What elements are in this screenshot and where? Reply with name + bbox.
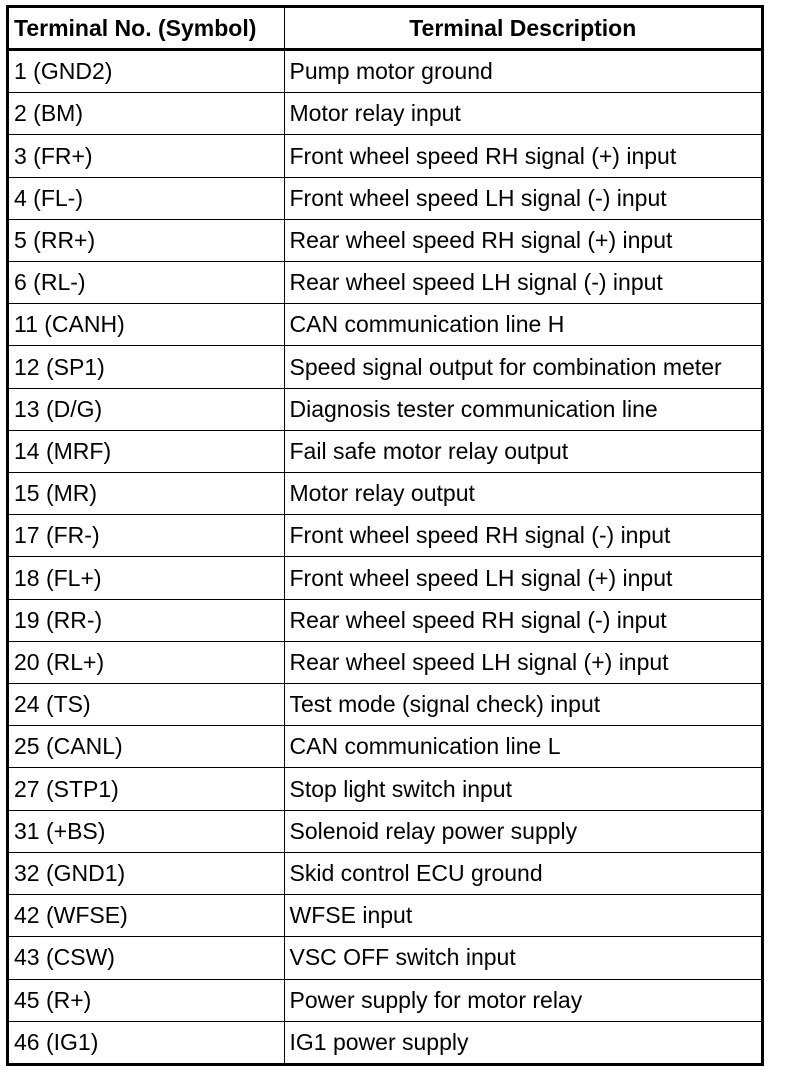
terminal-number-cell: 17 (FR-) bbox=[9, 515, 284, 557]
terminal-description-cell: Rear wheel speed RH signal (+) input bbox=[284, 219, 761, 261]
terminal-description-cell: Speed signal output for combination meter bbox=[284, 346, 761, 388]
terminal-description-cell: Rear wheel speed RH signal (-) input bbox=[284, 599, 761, 641]
terminal-number-cell: 27 (STP1) bbox=[9, 768, 284, 810]
table-row bbox=[9, 262, 761, 304]
table-row bbox=[9, 768, 761, 810]
table-row bbox=[9, 895, 761, 937]
terminal-number-cell: 45 (R+) bbox=[9, 979, 284, 1021]
table-row bbox=[9, 388, 761, 430]
table-row bbox=[9, 473, 761, 515]
terminal-description-cell: Motor relay output bbox=[284, 473, 761, 515]
table-row bbox=[9, 515, 761, 557]
terminal-description-cell: Stop light switch input bbox=[284, 768, 761, 810]
terminal-description-cell: Pump motor ground bbox=[284, 50, 761, 93]
terminal-number-cell: 11 (CANH) bbox=[9, 304, 284, 346]
terminal-number-cell: 3 (FR+) bbox=[9, 135, 284, 177]
table-row bbox=[9, 599, 761, 641]
terminal-description-cell: Power supply for motor relay bbox=[284, 979, 761, 1021]
terminal-description-cell: Rear wheel speed LH signal (-) input bbox=[284, 262, 761, 304]
terminal-description-cell: IG1 power supply bbox=[284, 1021, 761, 1063]
terminal-description-cell: WFSE input bbox=[284, 895, 761, 937]
table-row bbox=[9, 50, 761, 93]
terminal-number-cell: 13 (D/G) bbox=[9, 388, 284, 430]
terminal-description-cell: CAN communication line H bbox=[284, 304, 761, 346]
terminal-description-cell: VSC OFF switch input bbox=[284, 937, 761, 979]
terminal-number-cell: 42 (WFSE) bbox=[9, 895, 284, 937]
table-row bbox=[9, 641, 761, 683]
terminal-number-cell: 6 (RL-) bbox=[9, 262, 284, 304]
header-terminal-description: Terminal Description bbox=[284, 8, 761, 50]
terminal-number-cell: 32 (GND1) bbox=[9, 852, 284, 894]
table-row bbox=[9, 93, 761, 135]
table-row bbox=[9, 1021, 761, 1063]
terminal-description-cell: Front wheel speed RH signal (+) input bbox=[284, 135, 761, 177]
terminal-number-cell: 2 (BM) bbox=[9, 93, 284, 135]
terminal-description-cell: Motor relay input bbox=[284, 93, 761, 135]
table-row bbox=[9, 979, 761, 1021]
table-row bbox=[9, 810, 761, 852]
table-row bbox=[9, 219, 761, 261]
table-row bbox=[9, 177, 761, 219]
terminal-number-cell: 15 (MR) bbox=[9, 473, 284, 515]
terminal-number-cell: 14 (MRF) bbox=[9, 430, 284, 472]
terminal-description-cell: Diagnosis tester communication line bbox=[284, 388, 761, 430]
table-row bbox=[9, 346, 761, 388]
terminal-number-cell: 31 (+BS) bbox=[9, 810, 284, 852]
terminal-description-cell: Test mode (signal check) input bbox=[284, 684, 761, 726]
terminal-number-cell: 1 (GND2) bbox=[9, 50, 284, 93]
table-header-row bbox=[9, 8, 761, 50]
terminal-number-cell: 25 (CANL) bbox=[9, 726, 284, 768]
table-row bbox=[9, 304, 761, 346]
terminal-number-cell: 4 (FL-) bbox=[9, 177, 284, 219]
terminal-number-cell: 43 (CSW) bbox=[9, 937, 284, 979]
terminal-number-cell: 5 (RR+) bbox=[9, 219, 284, 261]
terminal-number-cell: 18 (FL+) bbox=[9, 557, 284, 599]
terminal-description-cell: Front wheel speed LH signal (-) input bbox=[284, 177, 761, 219]
table-row bbox=[9, 135, 761, 177]
header-terminal-no: Terminal No. (Symbol) bbox=[9, 8, 284, 50]
terminal-number-cell: 20 (RL+) bbox=[9, 641, 284, 683]
terminal-description-cell: Fail safe motor relay output bbox=[284, 430, 761, 472]
table-row bbox=[9, 557, 761, 599]
terminal-number-cell: 24 (TS) bbox=[9, 684, 284, 726]
terminal-description-cell: Rear wheel speed LH signal (+) input bbox=[284, 641, 761, 683]
terminal-table bbox=[9, 8, 761, 1063]
terminal-description-cell: Skid control ECU ground bbox=[284, 852, 761, 894]
terminal-description-cell: CAN communication line L bbox=[284, 726, 761, 768]
table-row bbox=[9, 684, 761, 726]
table-row bbox=[9, 937, 761, 979]
table-row bbox=[9, 852, 761, 894]
terminal-description-cell: Front wheel speed RH signal (-) input bbox=[284, 515, 761, 557]
terminal-number-cell: 12 (SP1) bbox=[9, 346, 284, 388]
table-body bbox=[9, 50, 761, 1064]
table-row bbox=[9, 726, 761, 768]
terminal-description-cell: Solenoid relay power supply bbox=[284, 810, 761, 852]
terminal-number-cell: 19 (RR-) bbox=[9, 599, 284, 641]
table-row bbox=[9, 430, 761, 472]
terminal-table-frame bbox=[6, 5, 764, 1066]
terminal-number-cell: 46 (IG1) bbox=[9, 1021, 284, 1063]
terminal-description-cell: Front wheel speed LH signal (+) input bbox=[284, 557, 761, 599]
